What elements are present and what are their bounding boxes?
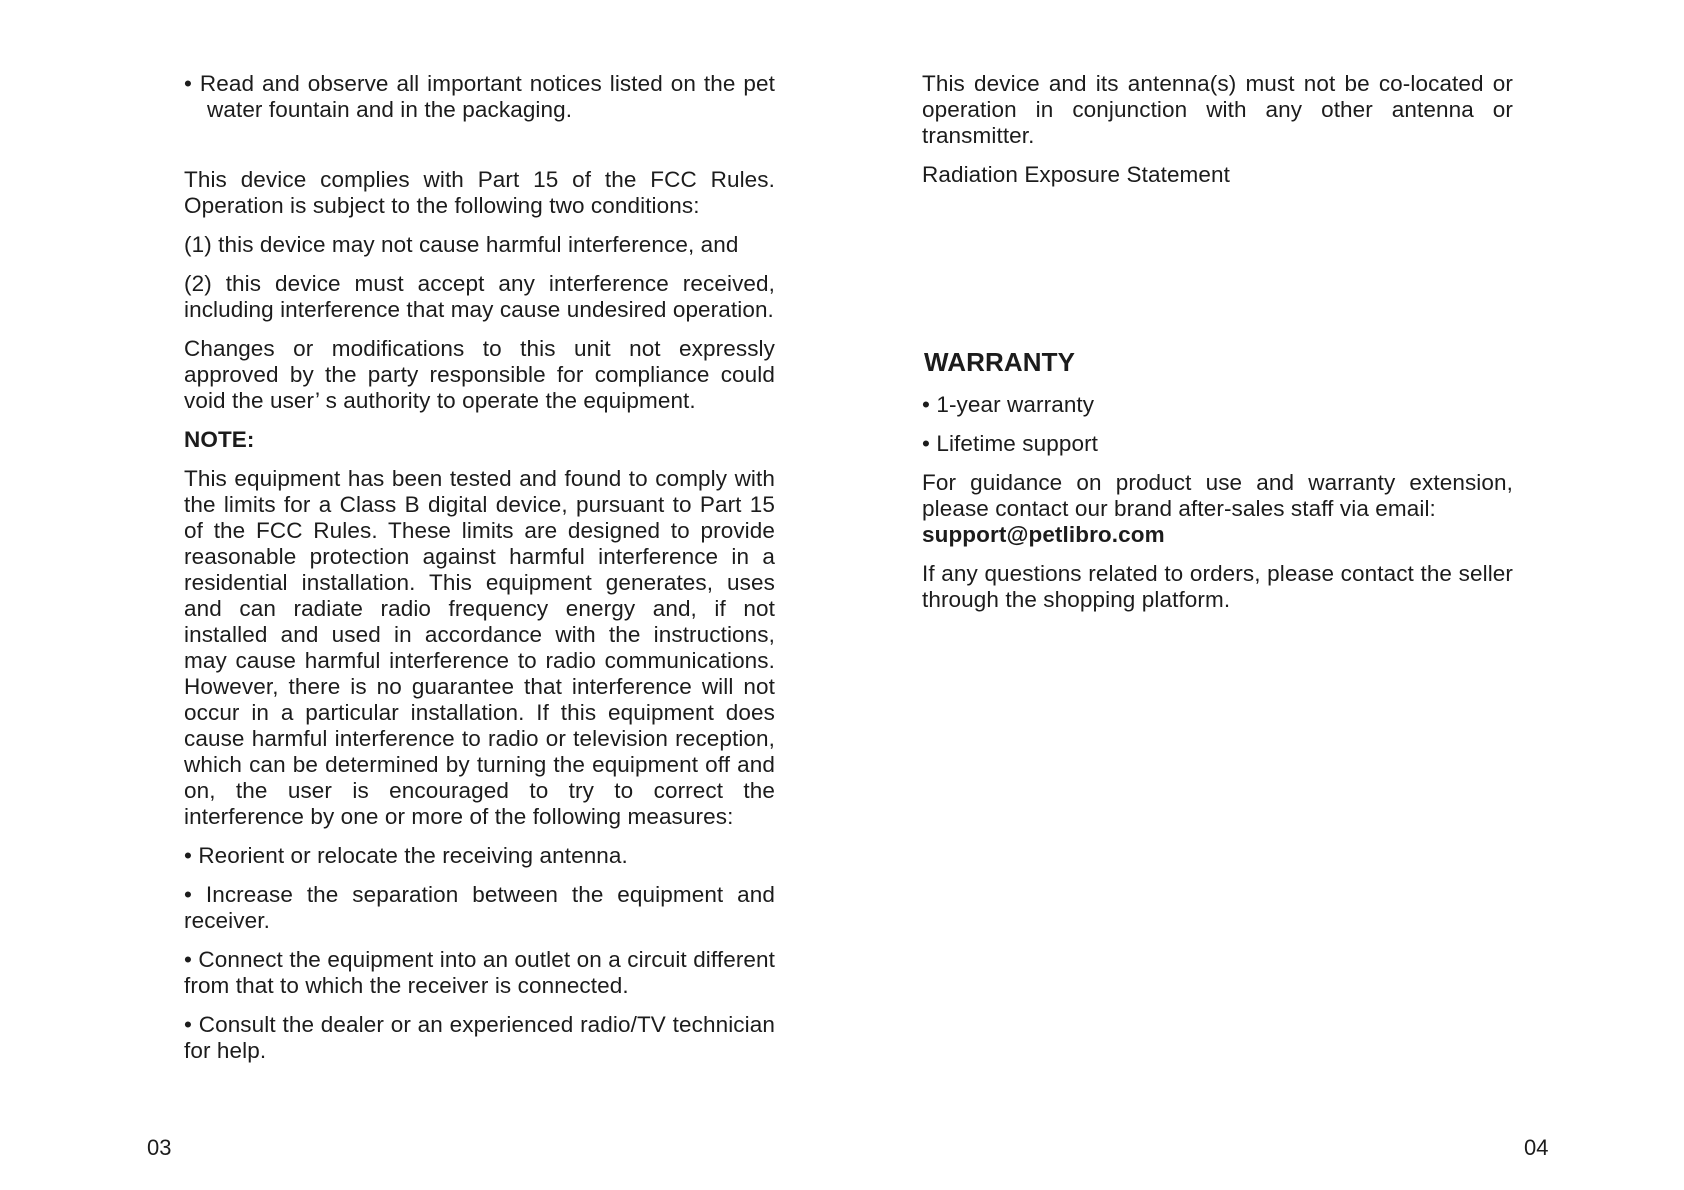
measure-item: • Increase the separation between the equipment and receiver.	[184, 882, 775, 933]
measure-item: • Connect the equipment into an outlet on a circuit different from that to which the receiver is connected.	[184, 947, 775, 998]
warranty-item: • Lifetime support	[922, 431, 1099, 456]
intro-bullet: • Read and observe all important notices listed on the pet water fountain and in the packaging.	[184, 71, 775, 122]
measure-item: • Consult the dealer or an experienced radio/TV technician for help.	[184, 1012, 775, 1063]
support-email: support@petlibro.com	[922, 522, 1165, 547]
blank-space	[922, 201, 1513, 347]
note-label: NOTE:	[184, 427, 255, 452]
left-page-content	[184, 71, 775, 1077]
changes-warning: Changes or modifications to this unit not expressly approved by the party responsible for compliance could void the user’ s authority to operate the equipment.	[184, 336, 775, 413]
note-text: This equipment has been tested and found to comply with the limits for a Class B digital device, pursuant to Part 15 of the FCC Rules. These limits are designed to provide reasonable protection against harmful interference in a residential installation. This equipment generates, uses and can radiate radio frequency energy and, if not installed and used in accordance with the instructions, may cause harmful interference to radio communications. However, there is no guarantee that interference will not occur in a particular installation. If this equipment does cause harmful interference to radio or television reception, which can be determined by turning the equipment off and on, the user is encouraged to try to correct the interference by one or more of the following measures:	[184, 466, 775, 829]
condition-2: (2) this device must accept any interference received, including interference that may cause undesired operation.	[184, 271, 775, 322]
orders-text: If any questions related to orders, please contact the seller through the shopping platform.	[922, 561, 1513, 612]
guidance-text: For guidance on product use and warranty extension, please contact our brand after-sales staff via email:	[922, 470, 1513, 521]
colocation-text: This device and its antenna(s) must not be co-located or operation in conjunction with any other antenna or transmitter.	[922, 71, 1513, 148]
guidance-paragraph	[922, 470, 1513, 548]
warranty-heading: WARRANTY	[924, 347, 1076, 377]
warranty-item: • 1-year warranty	[922, 392, 1095, 417]
right-page-content	[922, 71, 1513, 626]
page-number-right: 04	[1524, 1135, 1549, 1160]
condition-1: (1) this device may not cause harmful interference, and	[184, 232, 739, 257]
page-number-left: 03	[147, 1135, 172, 1160]
fcc-statement: This device complies with Part 15 of the FCC Rules. Operation is subject to the following two conditions:	[184, 167, 775, 218]
radiation-label: Radiation Exposure Statement	[922, 162, 1230, 187]
measure-item: • Reorient or relocate the receiving antenna.	[184, 843, 628, 868]
